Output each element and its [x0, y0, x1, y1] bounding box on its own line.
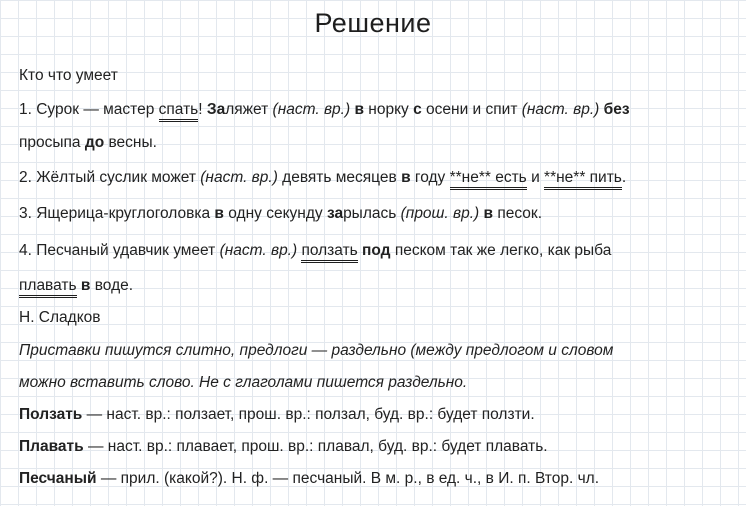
author: Н. Сладков [19, 309, 101, 326]
tense-note: (прош. вр.) [400, 205, 480, 222]
text: просыпа [19, 134, 85, 151]
underlined-word: ползать [301, 242, 357, 263]
preposition: в [76, 277, 91, 294]
text: 4. Песчаный удавчик умеет [19, 242, 220, 259]
text: — прил. (какой?). Н. ф. — песчаный. В м. р., в ед. ч., в И. п. Втор. чл. [96, 470, 599, 487]
preposition: без [599, 101, 630, 118]
text: девять месяцев [277, 169, 402, 186]
text: 2. Жёлтый суслик может [19, 169, 201, 186]
prefix: за [326, 205, 344, 222]
text-heading: Кто что умеет [19, 67, 118, 84]
text: песком так же легко, как рыба [390, 242, 612, 259]
text: рылась [343, 205, 401, 222]
text: норку [363, 101, 414, 118]
rule-line-2: можно вставить слово. Не с глаголами пишется раздельно. [19, 374, 468, 391]
text: 3. Ящерица-круглоголовка [19, 205, 215, 222]
sentence-1-line-2 [19, 133, 157, 153]
underlined-phrase: **не** пить [544, 169, 622, 190]
preposition: под [357, 242, 391, 259]
underlined-phrase: **не** есть [450, 169, 527, 190]
text: ляжет [225, 101, 273, 118]
sentence-1-line-1 [19, 100, 630, 120]
tense-note: (наст. вр.) [219, 242, 298, 259]
rule-line-1: Приставки пишутся слитно, предлоги — раздельно (между предлогом и словом [19, 342, 614, 359]
preposition: в [479, 205, 494, 222]
analyzed-word: Ползать [19, 406, 83, 423]
analyzed-word: Плавать [19, 438, 84, 455]
tense-note: (наст. вр.) [200, 169, 278, 186]
preposition: в [401, 169, 411, 186]
word-analysis-peschany [19, 469, 599, 489]
underlined-word: плавать [19, 277, 77, 298]
sentence-2 [19, 168, 626, 188]
tense-note: (наст. вр.) [521, 101, 600, 118]
text: одну секунду [223, 205, 327, 222]
word-analysis-polzat [19, 405, 535, 425]
sentence-4-line-2 [19, 276, 133, 296]
preposition: в [350, 101, 364, 118]
preposition: в [214, 205, 224, 222]
sentence-3 [19, 204, 542, 224]
text: 1. Сурок — мастер [19, 101, 159, 118]
analyzed-word: Песчаный [19, 470, 97, 487]
word-analysis-plavat [19, 437, 548, 457]
underlined-word: спать [159, 101, 199, 122]
text: воде. [90, 277, 134, 294]
text: и [526, 169, 545, 186]
preposition: с [413, 101, 422, 118]
text: году [410, 169, 450, 186]
text: осени и спит [421, 101, 522, 118]
tense-note: (наст. вр.) [272, 101, 351, 118]
text: — наст. вр.: плавает, прош. вр.: плавал, буд. вр.: будет плавать. [83, 438, 548, 455]
prefix: За [206, 101, 226, 118]
text: весны. [104, 134, 157, 151]
preposition: до [84, 134, 105, 151]
sentence-4-line-1 [19, 241, 611, 261]
text: ! [198, 101, 207, 118]
text: — наст. вр.: ползает, прош. вр.: ползал, буд. вр.: будет ползти. [82, 406, 535, 423]
text: песок. [493, 205, 543, 222]
text: . [621, 169, 627, 186]
page-title: Решение [314, 8, 432, 38]
